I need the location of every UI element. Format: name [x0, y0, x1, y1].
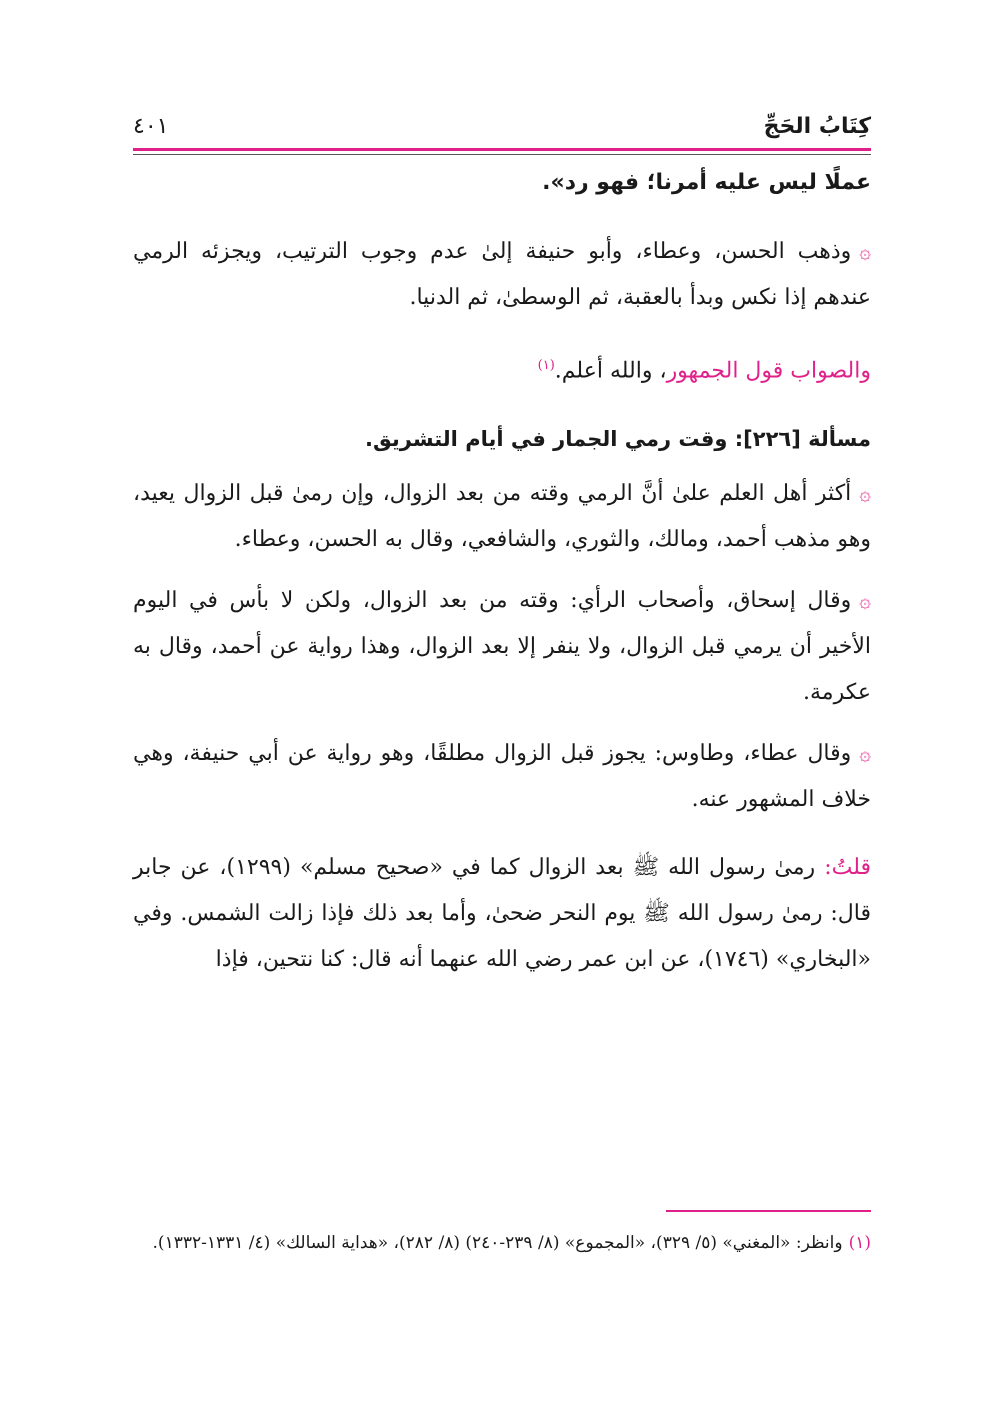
footnote-ref[interactable]: (١): [537, 358, 555, 373]
page-body: [133, 160, 871, 983]
paragraph-majority-view: [133, 470, 871, 563]
ornament-bullet-icon: ۞: [859, 481, 871, 506]
header-rule-thin: [133, 154, 871, 155]
paragraph-text: رمىٰ رسول الله ﷺ بعد الزوال كما في «صحيح مسلم» (١٢٩٩)، عن جابر قال: رمىٰ رسول الله ﷺ يوم النحر ضحىٰ، وأما بعد ذلك فإذا زالت الشمس. وفي «البخاري» (١٧٤٦)، عن ابن عمر رضي الله عنهما أنه قال: كنا نتحين، فإذا: [133, 855, 871, 973]
paragraph-text: وقال عطاء، وطاوس: يجوز قبل الزوال مطلقًا، وهو رواية عن أبي حنيفة، وهي خلاف المشهور عنه.: [133, 741, 871, 813]
page-header: [133, 112, 871, 146]
page-number: ٤٠١: [133, 114, 169, 139]
ornament-bullet-icon: ۞: [859, 239, 871, 263]
footnote: [133, 1228, 871, 1258]
question-label: مسألة [٢٢٦]:: [734, 427, 871, 452]
paragraph-text: وذهب الحسن، وعطاء، وأبو حنيفة إلىٰ عدم وجوب الترتيب، ويجزئه الرمي عندهم إذا نكس وبدأ بالعقبة، ثم الوسطىٰ، ثم الدنيا.: [133, 239, 871, 310]
paragraph-continuation: عملًا ليس عليه أمرنا؛ فهو رد».: [542, 170, 871, 195]
book-title: كِتَابُ الحَجِّ: [763, 114, 871, 139]
question-title: وقت رمي الجمار في أيام التشريق.: [365, 427, 728, 452]
question-heading: [133, 416, 871, 462]
footnote-number: (١): [848, 1233, 871, 1253]
paragraph-author-note: [133, 845, 871, 983]
paragraph-ata-view: [133, 730, 871, 823]
header-rule-accent: [133, 148, 871, 151]
highlight-text: والصواب قول الجمهور: [666, 358, 871, 384]
footnote-rule: [666, 1210, 871, 1212]
highlight-text: قلتُ:: [824, 855, 872, 881]
paragraph-conclusion: [133, 343, 871, 394]
paragraph-ishaq-view: [133, 577, 871, 716]
paragraph-hanafi-view: [133, 228, 871, 321]
paragraph-text: ، والله أعلم.: [554, 358, 667, 384]
ornament-bullet-icon: ۞: [859, 588, 871, 613]
footnote-text: وانظر: «المغني» (٥/ ٣٢٩)، «المجموع» (٨/ ٢٣٩-٢٤٠) (٨/ ٢٨٢)، «هداية السالك» (٤/ ١٣٣١-١٣٣٢).: [152, 1233, 843, 1253]
ornament-bullet-icon: ۞: [859, 741, 871, 766]
paragraph-text: وقال إسحاق، وأصحاب الرأي: وقته من بعد الزوال، ولكن لا بأس في اليوم الأخير أن يرمي قبل الزوال، ولا ينفر إلا بعد الزوال، وهذا رواية عن أحمد، وقال به عكرمة.: [133, 588, 871, 706]
paragraph-text: أكثر أهل العلم علىٰ أنَّ الرمي وقته من بعد الزوال، وإن رمىٰ قبل الزوال يعيد، وهو مذهب أحمد، ومالك، والثوري، والشافعي، وقال به الحسن، وعطاء.: [133, 481, 871, 553]
